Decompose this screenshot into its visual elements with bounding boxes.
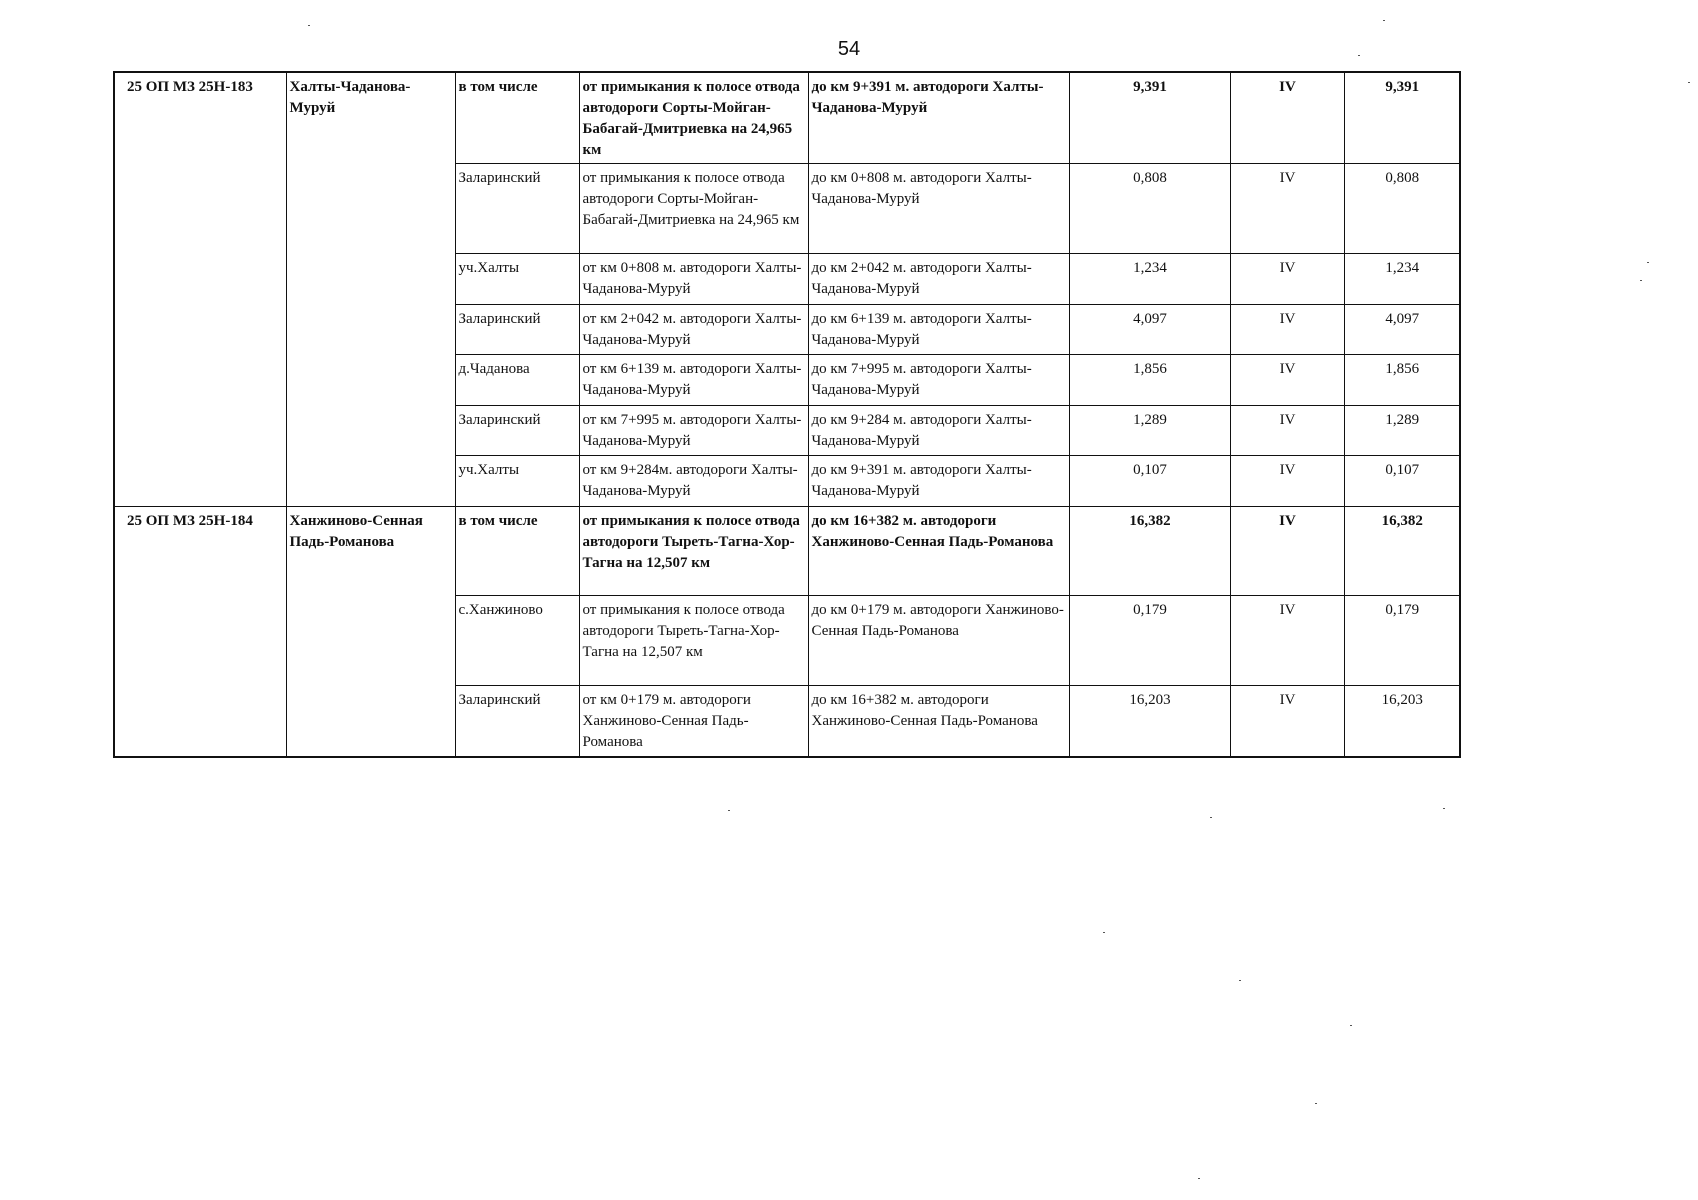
scan-speck xyxy=(1647,262,1649,263)
segment-length: 9,391 xyxy=(1069,72,1230,164)
segment-from: от примыкания к полосе отвода автодороги Тыреть-Тагна-Хор-Тагна на 12,507 км xyxy=(579,507,808,596)
segment-from: от км 0+179 м. автодороги Ханжиново-Сенная Падь-Романова xyxy=(579,686,808,757)
segment-area: в том числе xyxy=(455,507,579,596)
segment-total: 0,179 xyxy=(1344,596,1460,686)
scan-speck xyxy=(1239,980,1241,981)
segment-category: IV xyxy=(1230,507,1344,596)
segment-to: до км 2+042 м. автодороги Халты-Чаданова-Муруй xyxy=(808,254,1069,305)
segment-from: от км 2+042 м. автодороги Халты-Чаданова-Муруй xyxy=(579,305,808,355)
segment-length: 16,382 xyxy=(1069,507,1230,596)
road-name: Халты-Чаданова-Муруй xyxy=(286,72,455,507)
segment-from: от км 7+995 м. автодороги Халты-Чаданова-Муруй xyxy=(579,406,808,456)
segment-length: 1,856 xyxy=(1069,355,1230,406)
segment-category: IV xyxy=(1230,254,1344,305)
road-name: Ханжиново-Сенная Падь-Романова xyxy=(286,507,455,757)
scan-speck xyxy=(728,810,730,811)
segment-total: 16,382 xyxy=(1344,507,1460,596)
scan-speck xyxy=(1358,55,1360,56)
segment-area: Заларинский xyxy=(455,164,579,254)
scan-speck xyxy=(1315,1103,1317,1104)
segment-from: от примыкания к полосе отвода автодороги Тыреть-Тагна-Хор-Тагна на 12,507 км xyxy=(579,596,808,686)
segment-total: 9,391 xyxy=(1344,72,1460,164)
segment-to: до км 7+995 м. автодороги Халты-Чаданова-Муруй xyxy=(808,355,1069,406)
segment-area: Заларинский xyxy=(455,406,579,456)
segment-category: IV xyxy=(1230,355,1344,406)
segment-length: 0,808 xyxy=(1069,164,1230,254)
segment-total: 0,808 xyxy=(1344,164,1460,254)
segment-area: уч.Халты xyxy=(455,254,579,305)
scan-speck xyxy=(1443,808,1445,809)
segment-from: от км 9+284м. автодороги Халты-Чаданова-Муруй xyxy=(579,456,808,507)
segment-to: до км 0+808 м. автодороги Халты-Чаданова-Муруй xyxy=(808,164,1069,254)
segment-total: 4,097 xyxy=(1344,305,1460,355)
segment-to: до км 9+391 м. автодороги Халты-Чаданова-Муруй xyxy=(808,72,1069,164)
segment-from: от км 6+139 м. автодороги Халты-Чаданова-Муруй xyxy=(579,355,808,406)
segment-area: Заларинский xyxy=(455,686,579,757)
segment-category: IV xyxy=(1230,305,1344,355)
scan-speck xyxy=(1350,1025,1352,1026)
segment-total: 16,203 xyxy=(1344,686,1460,757)
segment-length: 16,203 xyxy=(1069,686,1230,757)
segment-category: IV xyxy=(1230,596,1344,686)
segment-to: до км 9+284 м. автодороги Халты-Чаданова-Муруй xyxy=(808,406,1069,456)
table-row xyxy=(114,72,1460,164)
segment-from: от примыкания к полосе отвода автодороги Сорты-Мойган-Бабагай-Дмитриевка на 24,965 км xyxy=(579,164,808,254)
roads-table xyxy=(113,71,1461,758)
segment-to: до км 0+179 м. автодороги Ханжиново-Сенная Падь-Романова xyxy=(808,596,1069,686)
segment-to: до км 6+139 м. автодороги Халты-Чаданова-Муруй xyxy=(808,305,1069,355)
segment-total: 1,289 xyxy=(1344,406,1460,456)
segment-total: 1,234 xyxy=(1344,254,1460,305)
segment-length: 4,097 xyxy=(1069,305,1230,355)
scan-speck xyxy=(1103,932,1105,933)
segment-area: с.Ханжиново xyxy=(455,596,579,686)
segment-to: до км 9+391 м. автодороги Халты-Чаданова-Муруй xyxy=(808,456,1069,507)
segment-to: до км 16+382 м. автодороги Ханжиново-Сенная Падь-Романова xyxy=(808,507,1069,596)
scan-speck xyxy=(1688,82,1690,83)
segment-length: 0,179 xyxy=(1069,596,1230,686)
segment-area: Заларинский xyxy=(455,305,579,355)
segment-from: от км 0+808 м. автодороги Халты-Чаданова-Муруй xyxy=(579,254,808,305)
road-code: 25 ОП МЗ 25Н-184 xyxy=(114,507,286,757)
segment-category: IV xyxy=(1230,164,1344,254)
segment-from: от примыкания к полосе отвода автодороги Сорты-Мойган-Бабагай-Дмитриевка на 24,965 км xyxy=(579,72,808,164)
segment-length: 1,234 xyxy=(1069,254,1230,305)
segment-area: в том числе xyxy=(455,72,579,164)
scan-speck xyxy=(308,25,310,26)
table-row xyxy=(114,507,1460,596)
road-code: 25 ОП МЗ 25Н-183 xyxy=(114,72,286,507)
segment-total: 0,107 xyxy=(1344,456,1460,507)
segment-category: IV xyxy=(1230,456,1344,507)
segment-area: д.Чаданова xyxy=(455,355,579,406)
segment-to: до км 16+382 м. автодороги Ханжиново-Сенная Падь-Романова xyxy=(808,686,1069,757)
scan-speck xyxy=(1210,817,1212,818)
segment-length: 1,289 xyxy=(1069,406,1230,456)
segment-category: IV xyxy=(1230,72,1344,164)
segment-category: IV xyxy=(1230,406,1344,456)
page-number: 54 xyxy=(837,38,861,60)
segment-length: 0,107 xyxy=(1069,456,1230,507)
segment-category: IV xyxy=(1230,686,1344,757)
segment-area: уч.Халты xyxy=(455,456,579,507)
scan-speck xyxy=(1198,1178,1200,1179)
segment-total: 1,856 xyxy=(1344,355,1460,406)
scan-speck xyxy=(1640,280,1642,281)
scan-speck xyxy=(1383,20,1385,21)
